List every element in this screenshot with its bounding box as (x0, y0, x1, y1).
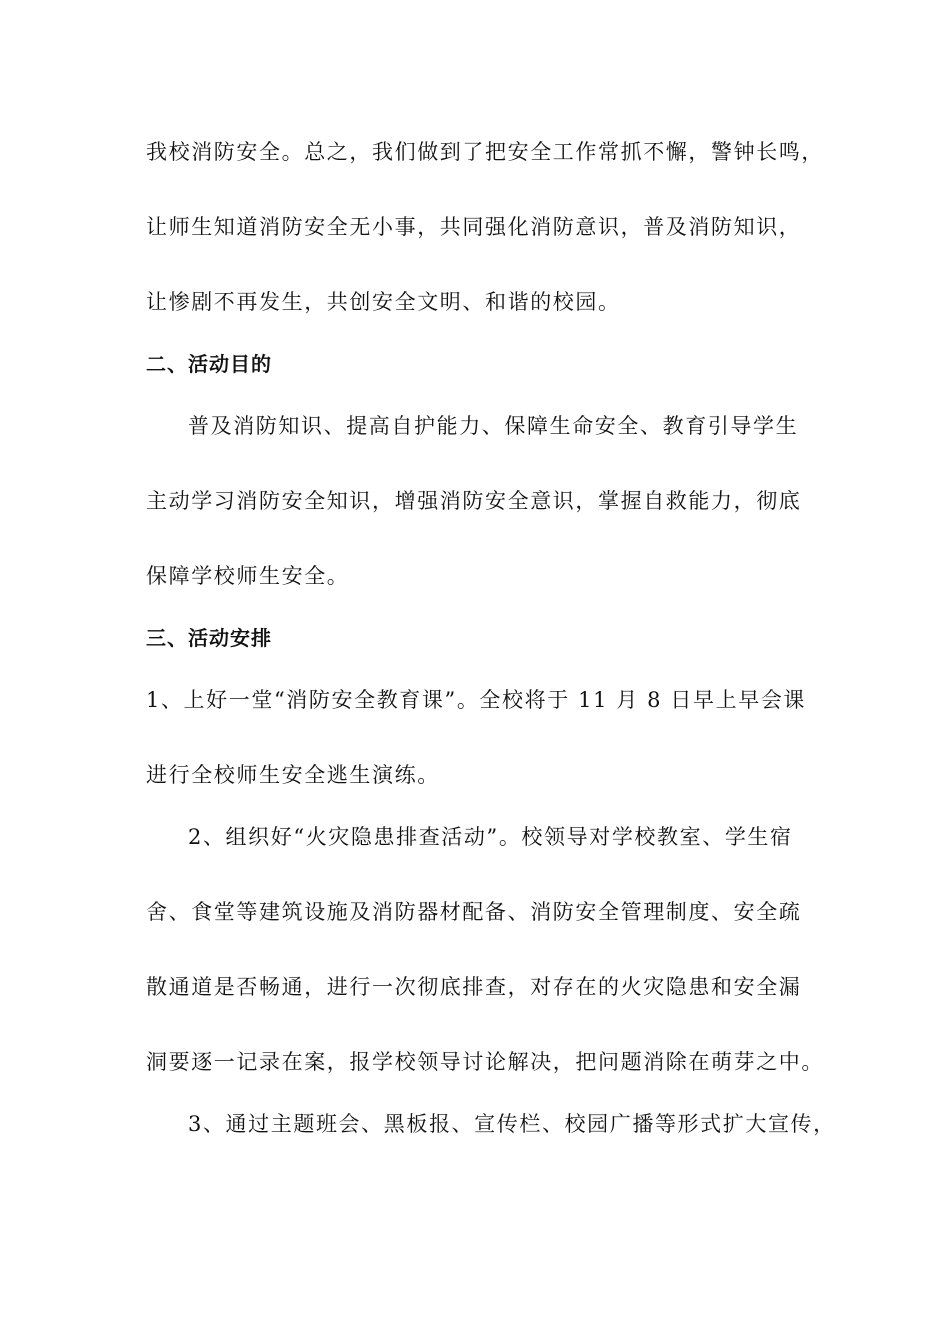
list-item-line: 散通道是否畅通，进行一次彻底排查，对存在的火灾隐患和安全漏 (146, 975, 802, 999)
list-item-line: 3、通过主题班会、黑板报、宣传栏、校园广播等形式扩大宣传， (188, 1112, 836, 1136)
list-item-line: 进行全校师生安全逃生演练。 (146, 763, 440, 787)
list-item-line: 舍、食堂等建筑设施及消防器材配备、消防安全管理制度、安全疏 (146, 900, 802, 924)
section-heading-arrangement: 三、活动安排 (146, 626, 272, 650)
paragraph-line: 让师生知道消防安全无小事，共同强化消防意识，普及消防知识， (146, 215, 802, 239)
paragraph-line: 我校消防安全。总之，我们做到了把安全工作常抓不懈，警钟长鸣， (146, 140, 824, 164)
paragraph-line: 普及消防知识、提高自护能力、保障生命安全、教育引导学生 (188, 414, 799, 438)
paragraph-line: 保障学校师生安全。 (146, 564, 350, 588)
paragraph-line: 让惨剧不再发生，共创安全文明、和谐的校园。 (146, 290, 621, 314)
section-heading-purpose: 二、活动目的 (146, 352, 272, 376)
paragraph-line: 主动学习消防安全知识，增强消防安全意识，掌握自救能力，彻底 (146, 489, 802, 513)
list-item-line: 2、组织好“火灾隐患排查活动”。校领导对学校教室、学生宿 (188, 825, 793, 849)
list-item-line: 洞要逐一记录在案，报学校领导讨论解决，把问题消除在萌芽之中。 (146, 1050, 824, 1074)
list-item-line: 1、上好一堂“消防安全教育课”。全校将于 11 月 8 日早上早会课 (146, 688, 807, 712)
